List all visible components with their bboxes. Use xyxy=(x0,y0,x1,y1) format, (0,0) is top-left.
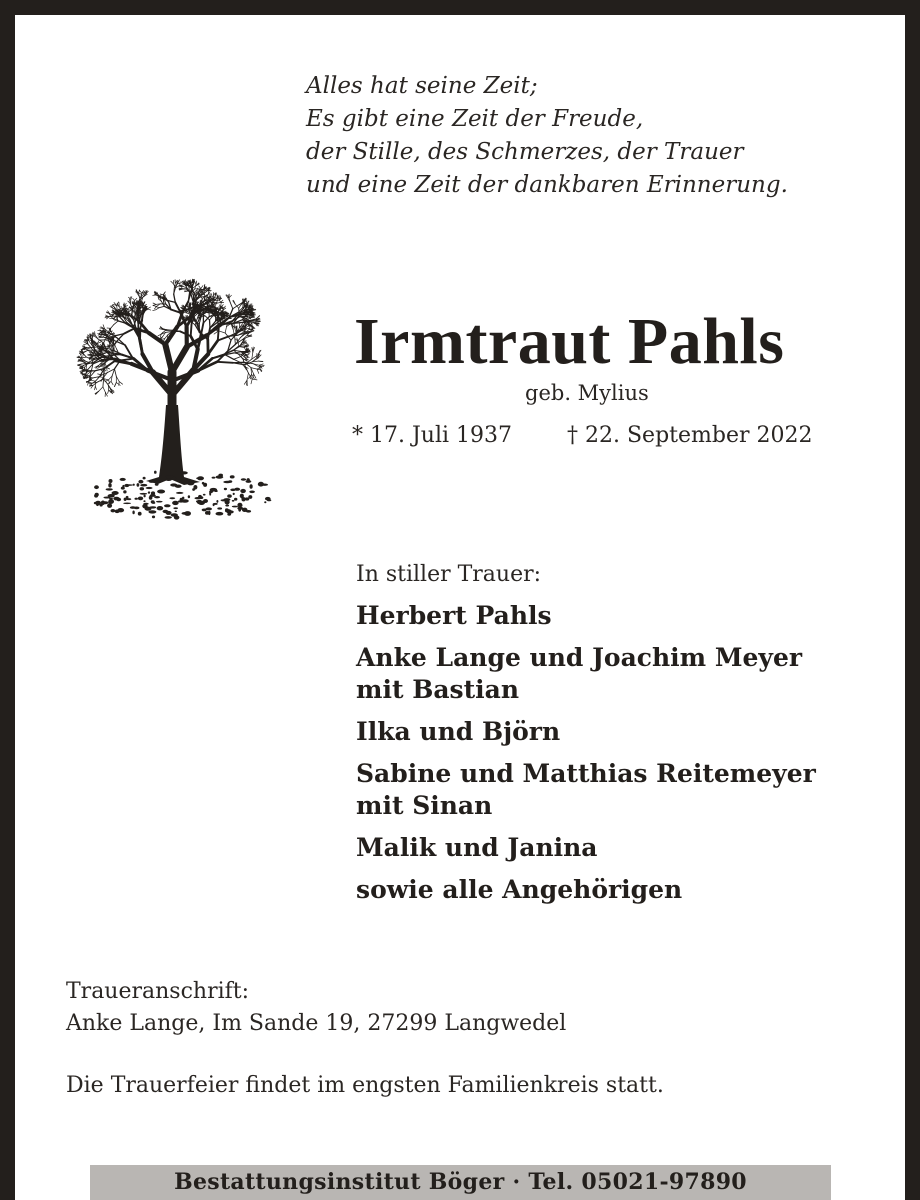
mourners-list xyxy=(356,600,896,916)
poem-line: der Stille, des Schmerzes, der Trauer xyxy=(306,139,744,165)
mourner-line: Ilka und Björn xyxy=(356,717,561,746)
mourner-line: Anke Lange und Joachim Meyer xyxy=(356,643,803,672)
address-label: Traueranschrift: xyxy=(66,979,250,1004)
mourner-line: mit Sinan xyxy=(356,791,493,820)
funeral-home-footer: Bestattungsinstitut Böger · Tel. 05021-97890 xyxy=(90,1165,831,1200)
poem-line: Alles hat seine Zeit; xyxy=(306,73,538,99)
tree-icon xyxy=(60,195,305,525)
poem xyxy=(306,70,906,202)
deceased-name: Irmtraut Pahls xyxy=(354,305,785,378)
mourner-entry xyxy=(356,716,896,748)
mourner-line: sowie alle Angehörigen xyxy=(356,875,683,904)
life-dates xyxy=(352,421,852,451)
mourner-line: Sabine und Matthias Reitemeyer xyxy=(356,759,816,788)
mourner-line: Malik und Janina xyxy=(356,833,598,862)
mourner-entry xyxy=(356,832,896,864)
mourner-line: mit Bastian xyxy=(356,675,520,704)
birth-date: * 17. Juli 1937 xyxy=(352,423,513,448)
mourner-entry xyxy=(356,874,896,906)
mourning-address xyxy=(66,976,566,1040)
poem-line: Es gibt eine Zeit der Freude, xyxy=(306,106,644,132)
maiden-name: geb. Mylius xyxy=(525,381,649,405)
ceremony-note: Die Trauerfeier findet im engsten Familienkreis statt. xyxy=(66,1073,664,1098)
mourner-line: Herbert Pahls xyxy=(356,601,552,630)
poem-line: und eine Zeit der dankbaren Erinnerung. xyxy=(306,172,788,198)
mourner-entry xyxy=(356,758,896,822)
address-line: Anke Lange, Im Sande 19, 27299 Langwedel xyxy=(66,1011,567,1036)
mourning-label: In stiller Trauer: xyxy=(356,562,542,587)
death-date: † 22. September 2022 xyxy=(567,423,813,448)
mourner-entry xyxy=(356,642,896,706)
mourner-entry xyxy=(356,600,896,632)
